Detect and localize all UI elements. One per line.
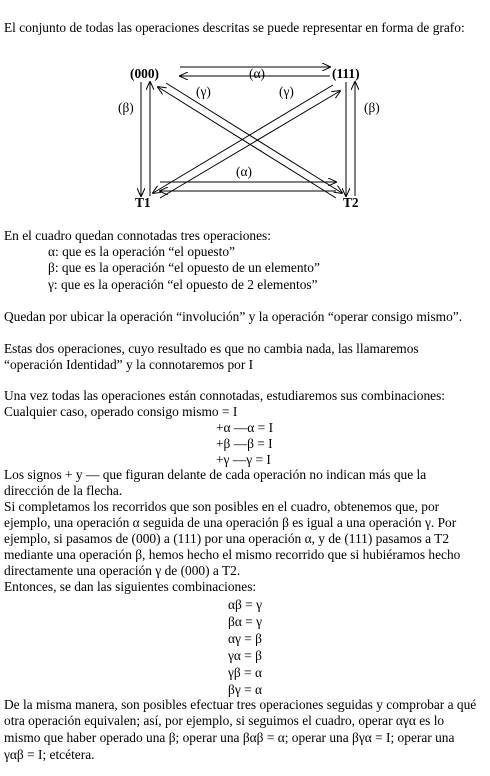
recorridos-line: Entonces, se dan las siguientes combinaciones: bbox=[4, 579, 257, 594]
combinaciones-intro-line: Una vez todas las operaciones están connotadas, estudiaremos sus combinaciones: bbox=[4, 388, 446, 403]
label-beta-left: (β) bbox=[118, 100, 134, 115]
combination: αβ = γ bbox=[228, 597, 262, 612]
recorridos-line: mediante una operación β, hemos hecho el mismo recorrido que si hubiéramos hecho bbox=[4, 547, 461, 562]
node-t2: T2 bbox=[343, 195, 359, 210]
identidad-line: “operación Identidad” y la connotaremos por I bbox=[4, 357, 254, 372]
label-beta-right: (β) bbox=[364, 100, 380, 115]
cuadro-item: α: que es la operación “el opuesto” bbox=[48, 244, 235, 259]
cuadro-item: γ: que es la operación “el opuesto de 2 elementos” bbox=[48, 277, 318, 292]
final-line: mismo que haber operado una β; operar una βαβ = α; operar una βγα = I; operar una bbox=[4, 730, 455, 745]
intro-text: El conjunto de todas las operaciones descritas se puede representar en forma de grafo: bbox=[4, 20, 465, 35]
operations-graph bbox=[0, 0, 490, 215]
signos-line: dirección de la flecha. bbox=[4, 483, 123, 498]
self-op: +α —α = I bbox=[216, 420, 274, 435]
recorridos-line: Si completamos los recorridos que son posibles en el cuadro, obtenemos que, por bbox=[4, 499, 440, 514]
ubicar-text: Quedan por ubicar la operación “involución” y la operación “operar consigo mismo”. bbox=[4, 309, 463, 324]
combination: βα = γ bbox=[228, 614, 262, 629]
node-111: (111) bbox=[332, 66, 360, 81]
recorridos-line: directamente una operación γ de (000) a T2. bbox=[4, 563, 241, 578]
recorridos-line: ejemplo, una operación α seguida de una operación β es igual a una operación γ. Por bbox=[4, 515, 457, 530]
label-alpha-top: (α) bbox=[249, 66, 265, 81]
combination: αγ = β bbox=[228, 631, 262, 646]
gamma-diagonal-down bbox=[166, 83, 342, 193]
final-line: De la misma manera, son posibles efectuar tres operaciones seguidas y comprobar a qué bbox=[4, 697, 477, 712]
self-op: +γ —γ = I bbox=[216, 452, 271, 467]
self-op: +β —β = I bbox=[216, 436, 273, 451]
combination: γα = β bbox=[228, 648, 262, 663]
recorridos-line: ejemplo, si pasamos de (000) a (111) por una operación α, y de (111) pasamos a T2 bbox=[4, 531, 450, 546]
gamma-diagonal-up bbox=[158, 87, 336, 198]
final-line: otra operación equivalen; así, por ejemplo, si seguimos el cuadro, operar αγα es lo bbox=[4, 713, 445, 728]
node-000: (000) bbox=[130, 66, 160, 81]
label-gamma-right: (γ) bbox=[279, 84, 294, 99]
combination: βγ = α bbox=[228, 682, 262, 697]
combination: γβ = α bbox=[228, 665, 262, 680]
node-t1: T1 bbox=[135, 195, 151, 210]
identidad-line: Estas dos operaciones, cuyo resultado es que no cambia nada, las llamaremos bbox=[4, 341, 419, 356]
cuadro-heading: En el cuadro quedan connotadas tres operaciones: bbox=[4, 228, 271, 243]
label-gamma-left: (γ) bbox=[196, 84, 211, 99]
label-alpha-bottom: (α) bbox=[236, 164, 252, 179]
cuadro-item: β: que es la operación “el opuesto de un elemento” bbox=[48, 260, 320, 275]
combinaciones-intro-line: Cualquier caso, operado consigo mismo = I bbox=[4, 404, 238, 419]
signos-line: Los signos + y — que figuran delante de cada operación no indican más que la bbox=[4, 467, 427, 482]
final-line: γαβ = I; etcétera. bbox=[4, 747, 95, 762]
